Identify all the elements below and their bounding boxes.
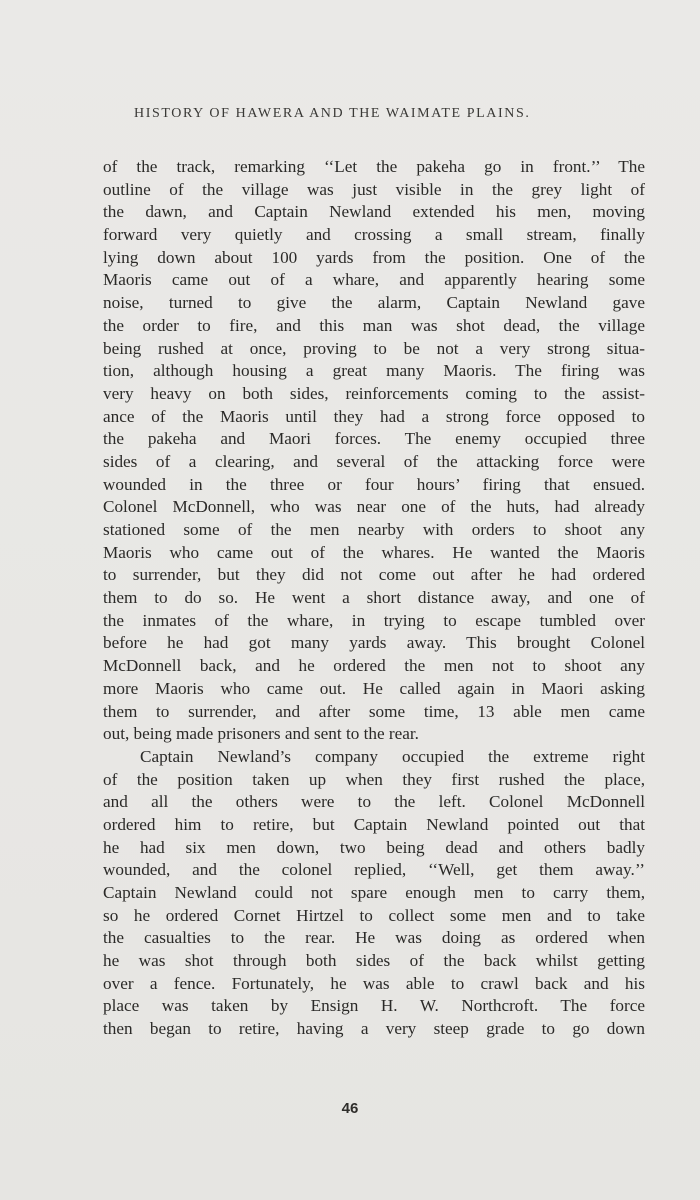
text-line: place was taken by Ensign H. W. Northcroft. The force (103, 996, 645, 1016)
text-line: wounded, and the colonel replied, ‘‘Well, get them away.’’ (103, 860, 645, 880)
text-line: the inmates of the whare, in trying to escape tumbled over (103, 610, 645, 630)
text-line: the casualties to the rear. He was doing as ordered when (103, 928, 645, 948)
text-line: outline of the village was just visible in the grey light of (103, 179, 645, 199)
text-line: Colonel McDonnell, who was near one of the huts, had already (103, 497, 645, 517)
text-line: ance of the Maoris until they had a strong force opposed to (103, 406, 645, 426)
text-line: forward very quietly and crossing a small stream, finally (103, 225, 645, 245)
text-line: to surrender, but they did not come out after he had ordered (103, 565, 645, 585)
text-line: noise, turned to give the alarm, Captain Newland gave (103, 293, 645, 313)
text-line: them to do so. He went a short distance away, and one of (103, 588, 645, 608)
text-line: ordered him to retire, but Captain Newland pointed out that (103, 814, 645, 834)
text-line: he had six men down, two being dead and others badly (103, 837, 645, 857)
text-line: more Maoris who came out. He called again in Maori asking (103, 678, 645, 698)
text-line: lying down about 100 yards from the position. One of the (103, 247, 645, 267)
text-line: so he ordered Cornet Hirtzel to collect some men and to take (103, 905, 645, 925)
paragraph-1 (103, 156, 645, 746)
text-line: the pakeha and Maori forces. The enemy occupied three (103, 429, 645, 449)
text-line: sides of a clearing, and several of the attacking force were (103, 451, 645, 471)
text-line: out, being made prisoners and sent to the rear. (103, 724, 419, 744)
text-line: then began to retire, having a very steep grade to go down (103, 1019, 645, 1039)
text-line: the order to fire, and this man was shot dead, the village (103, 315, 645, 335)
text-line: of the position taken up when they first rushed the place, (103, 769, 645, 789)
text-line: wounded in the three or four hours’ firing that ensued. (103, 474, 645, 494)
text-line: the dawn, and Captain Newland extended his men, moving (103, 202, 645, 222)
text-line: of the track, remarking ‘‘Let the pakeha go in front.’’ The (103, 157, 645, 176)
body-text (103, 156, 645, 1041)
text-line: and all the others were to the left. Colonel McDonnell (103, 792, 645, 812)
text-line: being rushed at once, proving to be not a very strong situa- (103, 338, 645, 358)
text-line: them to surrender, and after some time, 13 able men came (103, 701, 645, 721)
paragraph-2 (103, 746, 645, 1041)
text-line: tion, although housing a great many Maoris. The firing was (103, 361, 645, 381)
text-line: Maoris came out of a whare, and apparently hearing some (103, 270, 645, 290)
text-line: Captain Newland could not spare enough men to carry them, (103, 883, 645, 902)
running-head: HISTORY OF HAWERA AND THE WAIMATE PLAINS. (134, 106, 531, 121)
text-line: stationed some of the men nearby with orders to shoot any (103, 520, 645, 539)
text-line: over a fence. Fortunately, he was able to crawl back and his (103, 973, 645, 993)
text-line: he was shot through both sides of the back whilst getting (103, 951, 645, 971)
text-line: Captain Newland’s company occupied the extreme right (140, 746, 645, 766)
text-line: Maoris who came out of the whares. He wanted the Maoris (103, 542, 645, 562)
text-line: McDonnell back, and he ordered the men not to shoot any (103, 656, 645, 676)
text-line: before he had got many yards away. This brought Colonel (103, 633, 645, 653)
text-line: very heavy on both sides, reinforcements coming to the assist- (103, 383, 645, 403)
page-number: 46 (341, 1100, 359, 1117)
